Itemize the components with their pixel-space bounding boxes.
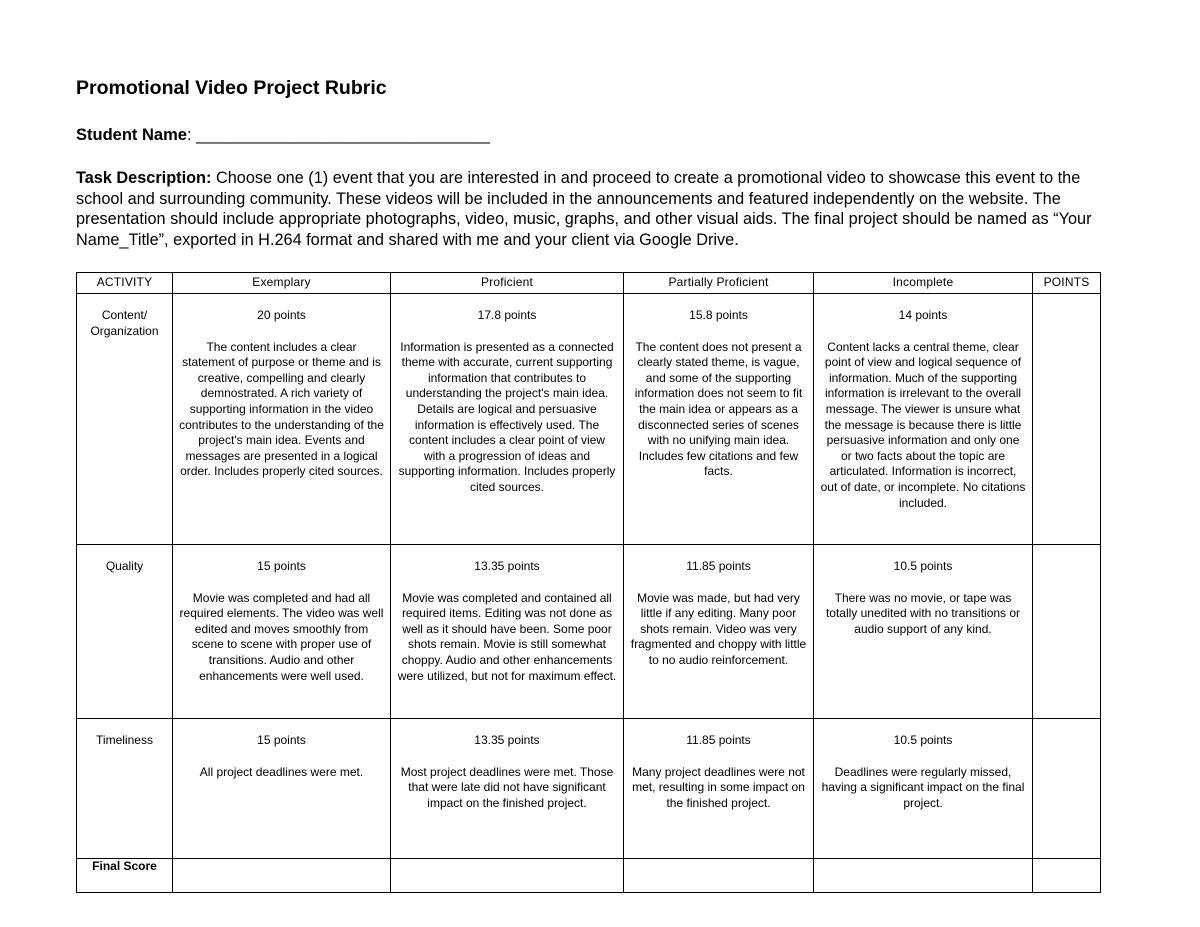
task-description-text: Choose one (1) event that you are interested in and proceed to create a promotional video to showcase this event to the school and surrounding community. These videos will be included in the announcements and featured independently on the website. The presentation should include appropriate photographs, video, music, graphs, and other visual aids. The final project should be named as “Your Name_Title”, exported in H.264 format and shared with me and your client via Google Drive. xyxy=(76,169,1092,249)
criteria-text: Movie was made, but had very little if any editing. Many poor shots remain. Video was very fragmented and choppy with little to no audio reinforcement. xyxy=(630,590,807,667)
student-name-blank: : ________________________________ xyxy=(186,126,490,144)
task-description-label: Task Description: xyxy=(76,169,212,187)
criteria-text: All project deadlines were met. xyxy=(199,764,364,779)
criteria-text: The content includes a clear statement of purpose or theme and is creative, compelling and clearly demnostrated. A rich variety of supporting information in the video contributes to the understanding of the project's main idea. Events and messages are presented in a logical order. Includes properly cited sources. xyxy=(179,339,384,479)
final-score-label: Final Score xyxy=(92,859,157,873)
student-name-label: Student Name xyxy=(76,126,187,144)
proficient-cell xyxy=(391,545,624,719)
rubric-row-content xyxy=(77,294,1101,545)
criteria-text: Many project deadlines were not met, resulting in some impact on the finished project. xyxy=(632,764,805,810)
criteria-text: There was no movie, or tape was totally unedited with no transitions or audio support of any kind. xyxy=(825,590,1021,636)
points-value: 15.8 points xyxy=(689,308,748,322)
points-value: 15 points xyxy=(257,559,306,573)
rubric-row-timeliness xyxy=(77,719,1101,859)
criteria-text: Deadlines were regularly missed, having a significant impact on the final project. xyxy=(821,764,1025,810)
rubric-row-final-score xyxy=(77,859,1101,893)
header-activity: ACTIVITY xyxy=(77,273,173,294)
final-score-cell[interactable] xyxy=(173,859,391,893)
proficient-cell xyxy=(391,719,624,859)
activity-label: Quality xyxy=(105,559,144,573)
points-value: 14 points xyxy=(898,308,948,322)
points-score-cell[interactable] xyxy=(1033,719,1101,859)
criteria-text: Content lacks a central theme, clear point of view and logical sequence of information. Much of the supporting information is irrelevant to the overall message. The viewer is unsure what the message is because there is little persuasive information and only one or two facts about the topic are articulated. Information is incorrect, out of date, or incomplete. No citations included. xyxy=(820,339,1026,510)
rubric-header-row xyxy=(77,273,1101,294)
criteria-text: Most project deadlines were met. Those that were late did not have significant impact on the finished project. xyxy=(400,764,614,810)
points-value: 20 points xyxy=(257,308,306,322)
points-value: 13.35 points xyxy=(474,559,540,573)
points-value: 10.5 points xyxy=(893,733,953,747)
partially-proficient-cell xyxy=(624,545,814,719)
task-description xyxy=(76,168,1116,250)
student-name-line xyxy=(76,126,490,145)
final-score-cell[interactable] xyxy=(624,859,814,893)
criteria-text: Movie was completed and contained all required items. Editing was not done as well as it should have been. Some poor shots remain. Movie is still somewhat choppy. Audio and other enhancements were utilized, but not for maximum effect. xyxy=(397,590,617,683)
final-score-cell[interactable] xyxy=(391,859,624,893)
incomplete-cell xyxy=(814,545,1033,719)
incomplete-cell xyxy=(814,294,1033,545)
activity-label: Timeliness xyxy=(96,733,153,747)
criteria-text: Movie was completed and had all required elements. The video was well edited and moves smoothly from scene to scene with proper use of transitions. Audio and other enhancements were well used. xyxy=(179,590,384,683)
partially-proficient-cell xyxy=(624,294,814,545)
points-value: 11.85 points xyxy=(686,733,751,747)
exemplary-cell xyxy=(173,719,391,859)
document-title: Promotional Video Project Rubric xyxy=(76,77,387,99)
incomplete-cell xyxy=(814,719,1033,859)
header-exemplary: Exemplary xyxy=(173,273,391,294)
header-partially-proficient: Partially Proficient xyxy=(624,273,814,294)
activity-cell xyxy=(77,545,173,719)
final-score-label-cell xyxy=(77,859,173,893)
activity-label: Content/ Organization xyxy=(90,308,159,338)
exemplary-cell xyxy=(173,545,391,719)
points-value: 10.5 points xyxy=(893,559,953,573)
activity-cell xyxy=(77,719,173,859)
rubric-table xyxy=(76,272,1101,893)
points-value: 13.35 points xyxy=(474,733,540,747)
points-value: 17.8 points xyxy=(477,308,537,322)
exemplary-cell xyxy=(173,294,391,545)
points-value: 15 points xyxy=(257,733,306,747)
rubric-row-quality xyxy=(77,545,1101,719)
points-score-cell[interactable] xyxy=(1033,545,1101,719)
final-score-cell[interactable] xyxy=(814,859,1033,893)
final-score-total-cell[interactable] xyxy=(1033,859,1101,893)
header-proficient: Proficient xyxy=(391,273,624,294)
criteria-text: The content does not present a clearly stated theme, is vague, and some of the supporting information does not seem to fit the main idea or appears as a disconnected series of scenes with no unifying main idea. Includes few citations and few facts. xyxy=(634,339,803,479)
header-points: POINTS xyxy=(1033,273,1101,294)
partially-proficient-cell xyxy=(624,719,814,859)
activity-cell xyxy=(77,294,173,545)
header-incomplete: Incomplete xyxy=(814,273,1033,294)
points-value: 11.85 points xyxy=(686,559,751,573)
proficient-cell xyxy=(391,294,624,545)
criteria-text: Information is presented as a connected theme with accurate, current supporting information that contributes to understanding the project's main idea. Details are logical and persuasive information is effectively used. The content includes a clear point of view with a progression of ideas and supporting information. Includes properly cited sources. xyxy=(398,339,616,494)
points-score-cell[interactable] xyxy=(1033,294,1101,545)
